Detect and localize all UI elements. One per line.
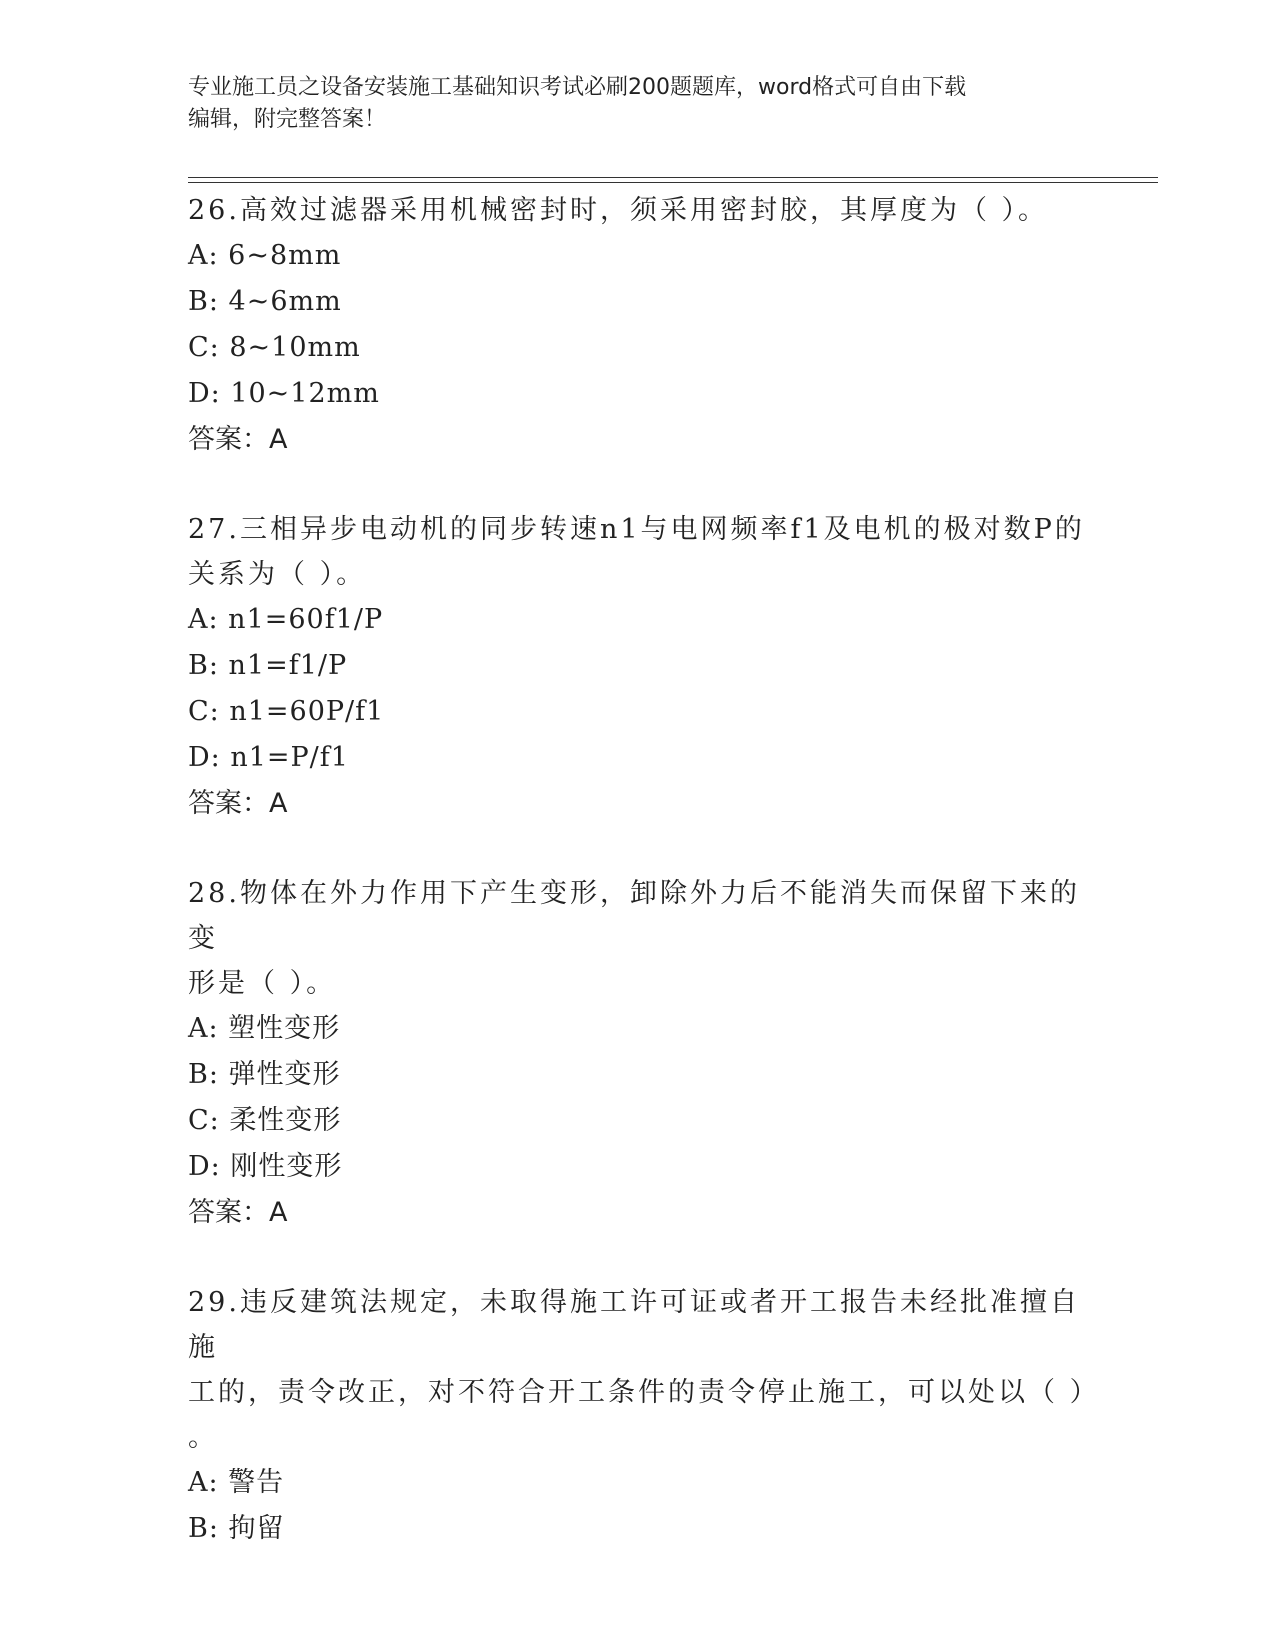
option-b: B: n1=f1/P	[188, 650, 348, 681]
option-d: D: 10~12mm	[188, 378, 380, 409]
header-divider-bottom	[188, 182, 1158, 183]
question-28	[188, 871, 1088, 1236]
header-divider-top	[188, 177, 1158, 178]
document-header	[188, 72, 1088, 136]
option-b: B: 拘留	[188, 1513, 285, 1544]
question-29	[188, 1280, 1100, 1552]
option-a: A: 警告	[188, 1467, 285, 1498]
question-list	[188, 188, 1100, 1596]
option-c: C: 8~10mm	[188, 332, 361, 363]
question-stem: 工的，责令改正，对不符合开工条件的责令停止施工，可以处以（ ）	[188, 1377, 1100, 1408]
header-line-1: 专业施工员之设备安装施工基础知识考试必刷200题题库，word格式可自由下载	[188, 75, 967, 100]
question-26	[188, 188, 1088, 463]
answer-label: 答案：A	[188, 1197, 288, 1228]
answer-label: 答案：A	[188, 788, 288, 819]
question-stem: 形是（ ）。	[188, 968, 337, 999]
option-b: B: 4~6mm	[188, 286, 342, 317]
option-a: A: n1=60f1/P	[188, 604, 384, 635]
option-b: B: 弹性变形	[188, 1059, 341, 1090]
option-a: A: 塑性变形	[188, 1013, 341, 1044]
question-stem: 28.物体在外力作用下产生变形，卸除外力后不能消失而保留下来的变	[188, 878, 1080, 954]
option-d: D: n1=P/f1	[188, 742, 349, 773]
question-27	[188, 507, 1088, 827]
option-a: A: 6~8mm	[188, 240, 342, 271]
answer-label: 答案：A	[188, 424, 288, 455]
question-stem: 27.三相异步电动机的同步转速n1与电网频率f1及电机的极对数P的	[188, 514, 1085, 545]
option-c: C: 柔性变形	[188, 1105, 342, 1136]
question-stem: 。	[188, 1422, 218, 1453]
question-stem: 26.高效过滤器采用机械密封时，须采用密封胶，其厚度为（ ）。	[188, 195, 1049, 226]
option-c: C: n1=60P/f1	[188, 696, 385, 727]
header-line-2: 编辑，附完整答案！	[188, 107, 387, 132]
question-stem: 29.违反建筑法规定，未取得施工许可证或者开工报告未经批准擅自施	[188, 1287, 1080, 1363]
question-stem: 关系为（ ）。	[188, 559, 367, 590]
option-d: D: 刚性变形	[188, 1151, 343, 1182]
